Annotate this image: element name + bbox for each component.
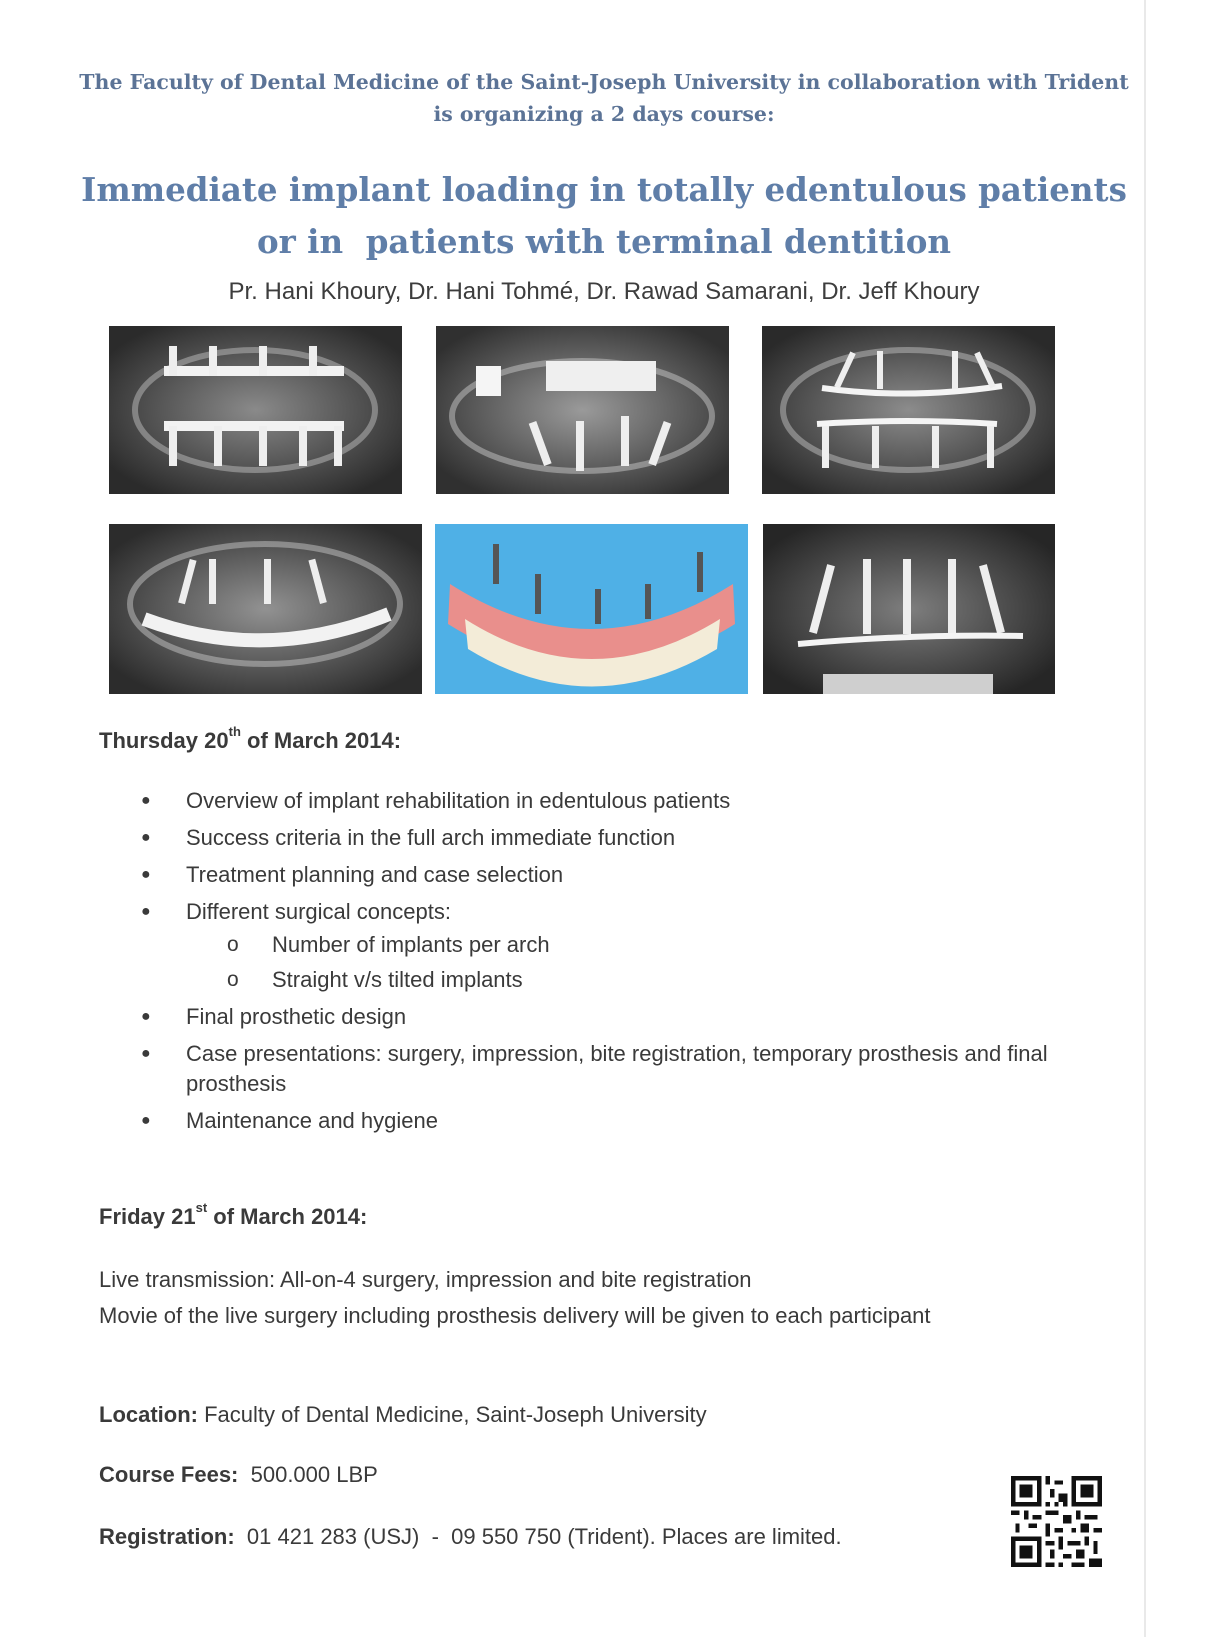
panoramic-xray-dual-bars (762, 326, 1055, 494)
course-title-line-1: Immediate implant loading in totally edentulous patients (81, 170, 1127, 209)
sub-list-item (227, 930, 1160, 960)
panoramic-xray-bar-implants (109, 326, 402, 494)
intro-line-1: The Faculty of Dental Medicine of the Saint-Joseph University in collaboration with Trident (79, 70, 1129, 94)
topic-text: Maintenance and hygiene (186, 1108, 438, 1133)
course-title-line-2: or in patients with terminal dentition (256, 222, 952, 261)
bullet-icon: ● (141, 866, 151, 883)
location-label: Location: (99, 1402, 198, 1427)
bullet-icon: ● (141, 1045, 151, 1062)
sub-bullet-icon: o (227, 968, 239, 991)
panoramic-xray-tilted-bar (763, 524, 1055, 694)
topic-text: Success criteria in the full arch immediate function (186, 825, 676, 850)
fees-value: 500.000 LBP (238, 1462, 378, 1487)
bullet-icon: ● (141, 792, 151, 809)
day1-heading-suffix: of March 2014: (240, 728, 402, 753)
image-gallery (109, 326, 1084, 702)
topic-text: Overview of implant rehabilitation in edentulous patients (186, 788, 731, 813)
course-title (0, 164, 1208, 268)
panoramic-xray-tilted-implants (436, 326, 729, 494)
bullet-icon: ● (141, 1112, 151, 1129)
registration-line (99, 1524, 842, 1550)
subtopic-text: Number of implants per arch (272, 932, 550, 957)
list-item (0, 1002, 1160, 1032)
prosthesis-photo (435, 524, 748, 694)
registration-value: 01 421 283 (USJ) - 09 550 750 (Trident). Places are limited. (234, 1524, 842, 1549)
intro-line-2: is organizing a 2 days course: (433, 102, 775, 126)
subtopic-list (186, 930, 1160, 995)
sub-list-item (227, 965, 1160, 995)
bullet-icon: ● (141, 903, 151, 920)
day2-heading (99, 1200, 368, 1230)
list-item (0, 823, 1160, 853)
topic-text: Final prosthetic design (186, 1004, 407, 1029)
sub-bullet-icon: o (227, 933, 239, 956)
location-line (99, 1402, 707, 1428)
day2-line-1: Live transmission: All-on-4 surgery, impression and bite registration (99, 1267, 752, 1292)
list-item (0, 1039, 1160, 1099)
list-item (0, 897, 1160, 995)
qr-code-icon (1011, 1476, 1102, 1567)
topic-text: Treatment planning and case selection (186, 862, 564, 887)
panoramic-xray-lower-arch (109, 524, 422, 694)
list-item (0, 860, 1160, 890)
topic-text: Different surgical concepts: (186, 899, 451, 924)
bullet-icon: ● (141, 829, 151, 846)
subtopic-text: Straight v/s tilted implants (272, 967, 523, 992)
day1-heading-sup: th (228, 724, 241, 739)
day2-description (99, 1262, 931, 1334)
day1-heading-prefix: Thursday 20 (99, 728, 229, 753)
day2-heading-prefix: Friday 21 (99, 1204, 196, 1229)
fees-line (99, 1462, 378, 1488)
day1-heading (99, 724, 402, 754)
intro-text (0, 66, 1208, 130)
day2-heading-sup: st (195, 1200, 208, 1215)
location-value: Faculty of Dental Medicine, Saint-Joseph University (198, 1402, 707, 1427)
day2-heading-suffix: of March 2014: (207, 1204, 368, 1229)
registration-label: Registration: (99, 1524, 235, 1549)
day1-topic-list (0, 786, 1160, 1143)
speakers: Pr. Hani Khoury, Dr. Hani Tohmé, Dr. Rawad Samarani, Dr. Jeff Khoury (228, 278, 980, 305)
list-item (0, 1106, 1160, 1136)
bullet-icon: ● (141, 1008, 151, 1025)
day2-line-2: Movie of the live surgery including prosthesis delivery will be given to each participant (99, 1303, 931, 1328)
fees-label: Course Fees: (99, 1462, 239, 1487)
list-item (0, 786, 1160, 816)
topic-text: Case presentations: surgery, impression, bite registration, temporary prosthesis and final prosthesis (186, 1041, 1048, 1096)
